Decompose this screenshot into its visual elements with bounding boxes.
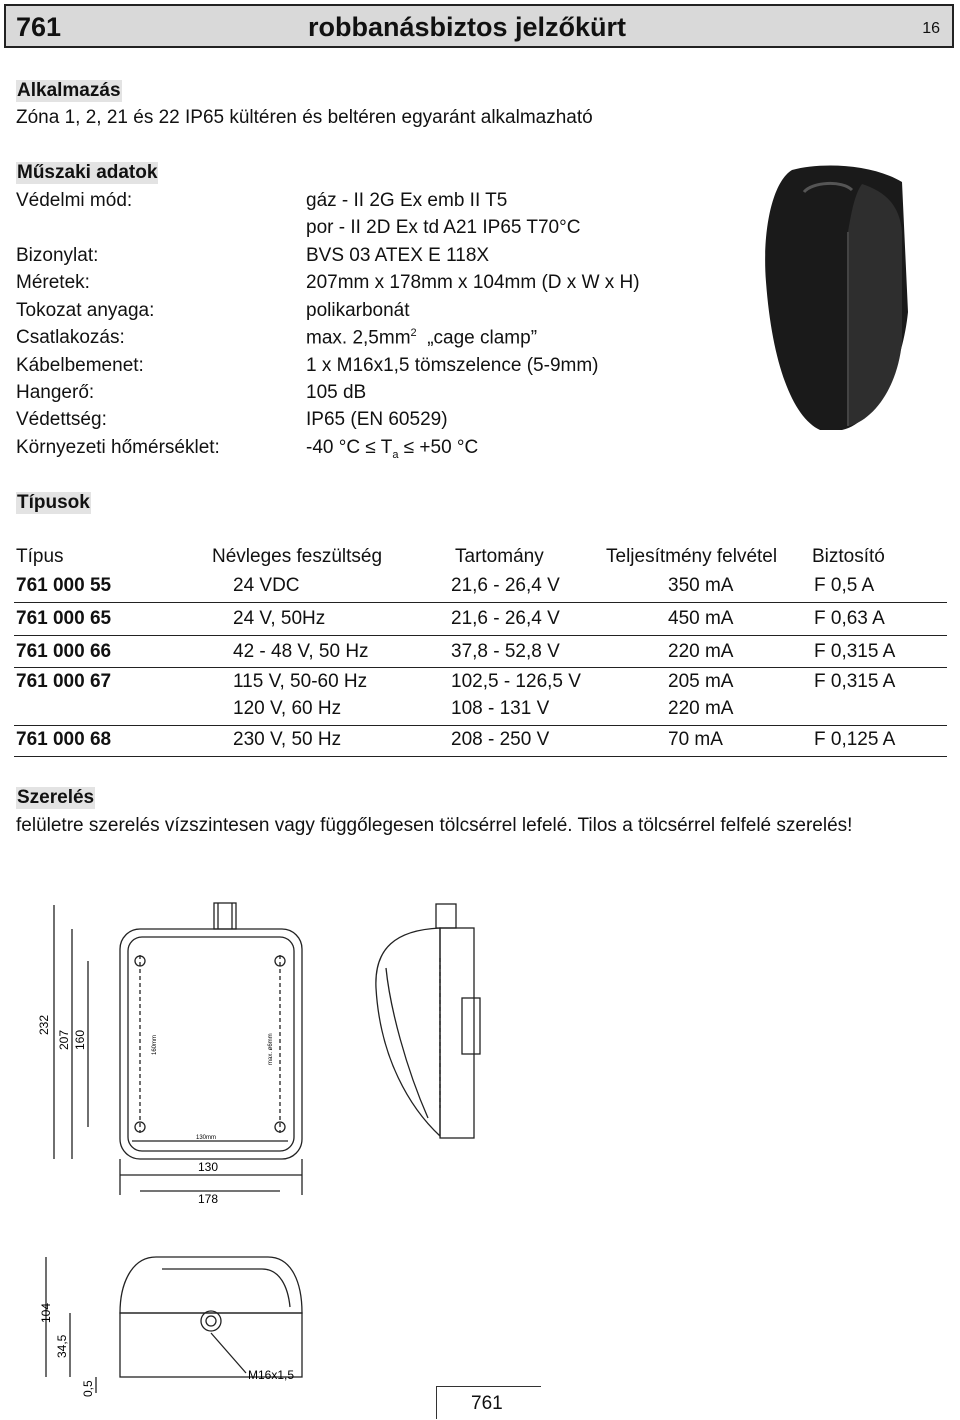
table-row-fuse: F 0,63 A bbox=[814, 608, 885, 629]
table-row-power: 350 mA bbox=[668, 575, 734, 596]
table-row-type: 761 000 55 bbox=[16, 575, 112, 596]
temp-label: Környezeti hőmérséklet: bbox=[16, 437, 220, 458]
table-row-type: 761 000 65 bbox=[16, 608, 112, 629]
dim-104-label: 104 bbox=[39, 1302, 53, 1323]
table-row-fuse: F 0,315 A bbox=[814, 671, 896, 692]
dim-130-label: 130 bbox=[198, 1160, 219, 1174]
ip-value: IP65 (EN 60529) bbox=[306, 409, 448, 430]
dim-160-label: 160 bbox=[73, 1029, 87, 1050]
product-photo bbox=[752, 162, 912, 434]
page-header bbox=[4, 4, 954, 48]
temp-value-sub: a bbox=[392, 448, 399, 461]
protection-gas: gáz - II 2G Ex emb II T5 bbox=[306, 190, 508, 211]
table-row-range: 21,6 - 26,4 V bbox=[451, 575, 560, 596]
table-row-type: 761 000 68 bbox=[16, 729, 112, 750]
cable-label: Kábelbemenet: bbox=[16, 355, 144, 376]
table-row-fuse: F 0,5 A bbox=[814, 575, 875, 596]
volume-label: Hangerő: bbox=[16, 382, 95, 403]
row-divider bbox=[14, 635, 947, 636]
table-row-voltage: 230 V, 50 Hz bbox=[233, 729, 342, 750]
col-range: Tartomány bbox=[455, 546, 544, 567]
row-divider bbox=[14, 756, 947, 757]
dim-232-label: 232 bbox=[37, 1014, 51, 1035]
dim-34-5-label: 34,5 bbox=[55, 1334, 69, 1358]
stamp-number: 761 bbox=[471, 1393, 503, 1414]
product-number: 761 bbox=[16, 12, 62, 42]
table-row-power-alt: 220 mA bbox=[668, 698, 734, 719]
drawing-number-stamp bbox=[436, 1386, 541, 1419]
housing-label: Tokozat anyaga: bbox=[16, 300, 155, 321]
table-row-range: 208 - 250 V bbox=[451, 729, 550, 750]
row-divider bbox=[14, 602, 947, 603]
protection-label: Védelmi mód: bbox=[16, 190, 133, 211]
col-type: Típus bbox=[16, 546, 64, 567]
cert-label: Bizonylat: bbox=[16, 245, 99, 266]
housing-value: polikarbonát bbox=[306, 300, 410, 321]
dim-0-5-label: 0,5 bbox=[81, 1380, 95, 1397]
temp-value-max: ≤ +50 °C bbox=[398, 437, 479, 458]
row-divider bbox=[14, 667, 947, 668]
thread-label: M16x1,5 bbox=[248, 1368, 295, 1382]
front-view-drawing bbox=[36, 895, 326, 1215]
table-row-type: 761 000 67 bbox=[16, 671, 112, 692]
col-fuse: Biztosító bbox=[812, 546, 885, 567]
dim-178-label: 178 bbox=[198, 1192, 219, 1206]
temp-value bbox=[306, 437, 478, 461]
conn-value-type: „cage clamp” bbox=[416, 327, 538, 349]
dim-value: 207mm x 178mm x 104mm (D x W x H) bbox=[306, 272, 640, 293]
table-row-fuse: F 0,125 A bbox=[814, 729, 896, 750]
dim-207-label: 207 bbox=[57, 1029, 71, 1050]
table-row-range: 102,5 - 126,5 V bbox=[451, 671, 581, 692]
row-divider bbox=[14, 725, 947, 726]
application-text: Zóna 1, 2, 21 és 22 IP65 kültéren és beltéren egyaránt alkalmazható bbox=[16, 107, 593, 128]
table-row-fuse: F 0,315 A bbox=[814, 641, 896, 662]
protection-dust: por - II 2D Ex td A21 IP65 T70°C bbox=[306, 217, 581, 238]
table-row-voltage-alt: 120 V, 60 Hz bbox=[233, 698, 342, 719]
inner-max-label: max. ø6mm bbox=[268, 1033, 274, 1065]
specs-heading: Műszaki adatok bbox=[17, 162, 158, 183]
page-number: 16 bbox=[922, 20, 940, 37]
cert-value: BVS 03 ATEX E 118X bbox=[306, 245, 490, 266]
mounting-text: felületre szerelés vízszintesen vagy függőlegesen tölcsérrel lefelé. Tilos a tölcsérrel felfelé szerelés! bbox=[16, 815, 853, 836]
inner-130-label: 130mm bbox=[196, 1135, 217, 1141]
conn-value-main: max. 2,5mm bbox=[306, 327, 411, 349]
types-heading: Típusok bbox=[17, 492, 90, 513]
table-row-power: 205 mA bbox=[668, 671, 734, 692]
col-power: Teljesítmény felvétel bbox=[606, 546, 778, 567]
cable-value: 1 x M16x1,5 tömszelence (5-9mm) bbox=[306, 355, 599, 376]
col-voltage: Névleges feszültség bbox=[212, 546, 383, 567]
table-row-type: 761 000 66 bbox=[16, 641, 112, 662]
conn-value bbox=[306, 327, 537, 349]
conn-label: Csatlakozás: bbox=[16, 327, 125, 348]
table-row-range: 21,6 - 26,4 V bbox=[451, 608, 560, 629]
table-row-range: 37,8 - 52,8 V bbox=[451, 641, 560, 662]
volume-value: 105 dB bbox=[306, 382, 367, 403]
page-title: robbanásbiztos jelzőkürt bbox=[308, 12, 627, 42]
table-row-power: 220 mA bbox=[668, 641, 734, 662]
ip-label: Védettség: bbox=[16, 409, 107, 430]
table-row-power: 70 mA bbox=[668, 729, 723, 750]
table-row-voltage: 24 VDC bbox=[233, 575, 300, 596]
bottom-view-drawing bbox=[36, 1243, 326, 1403]
table-row-voltage: 115 V, 50-60 Hz bbox=[233, 671, 368, 692]
temp-value-main: -40 °C ≤ T bbox=[306, 437, 393, 458]
mounting-heading: Szerelés bbox=[17, 787, 95, 808]
side-view-drawing bbox=[366, 898, 516, 1148]
application-heading: Alkalmazás bbox=[17, 80, 121, 101]
table-row-range-alt: 108 - 131 V bbox=[451, 698, 550, 719]
table-row-voltage: 42 - 48 V, 50 Hz bbox=[233, 641, 369, 662]
table-row-power: 450 mA bbox=[668, 608, 734, 629]
table-row-voltage: 24 V, 50Hz bbox=[233, 608, 326, 629]
conn-value-sup: 2 bbox=[410, 327, 417, 339]
dim-label: Méretek: bbox=[16, 272, 90, 293]
inner-160-label: 160mm bbox=[152, 1034, 158, 1055]
